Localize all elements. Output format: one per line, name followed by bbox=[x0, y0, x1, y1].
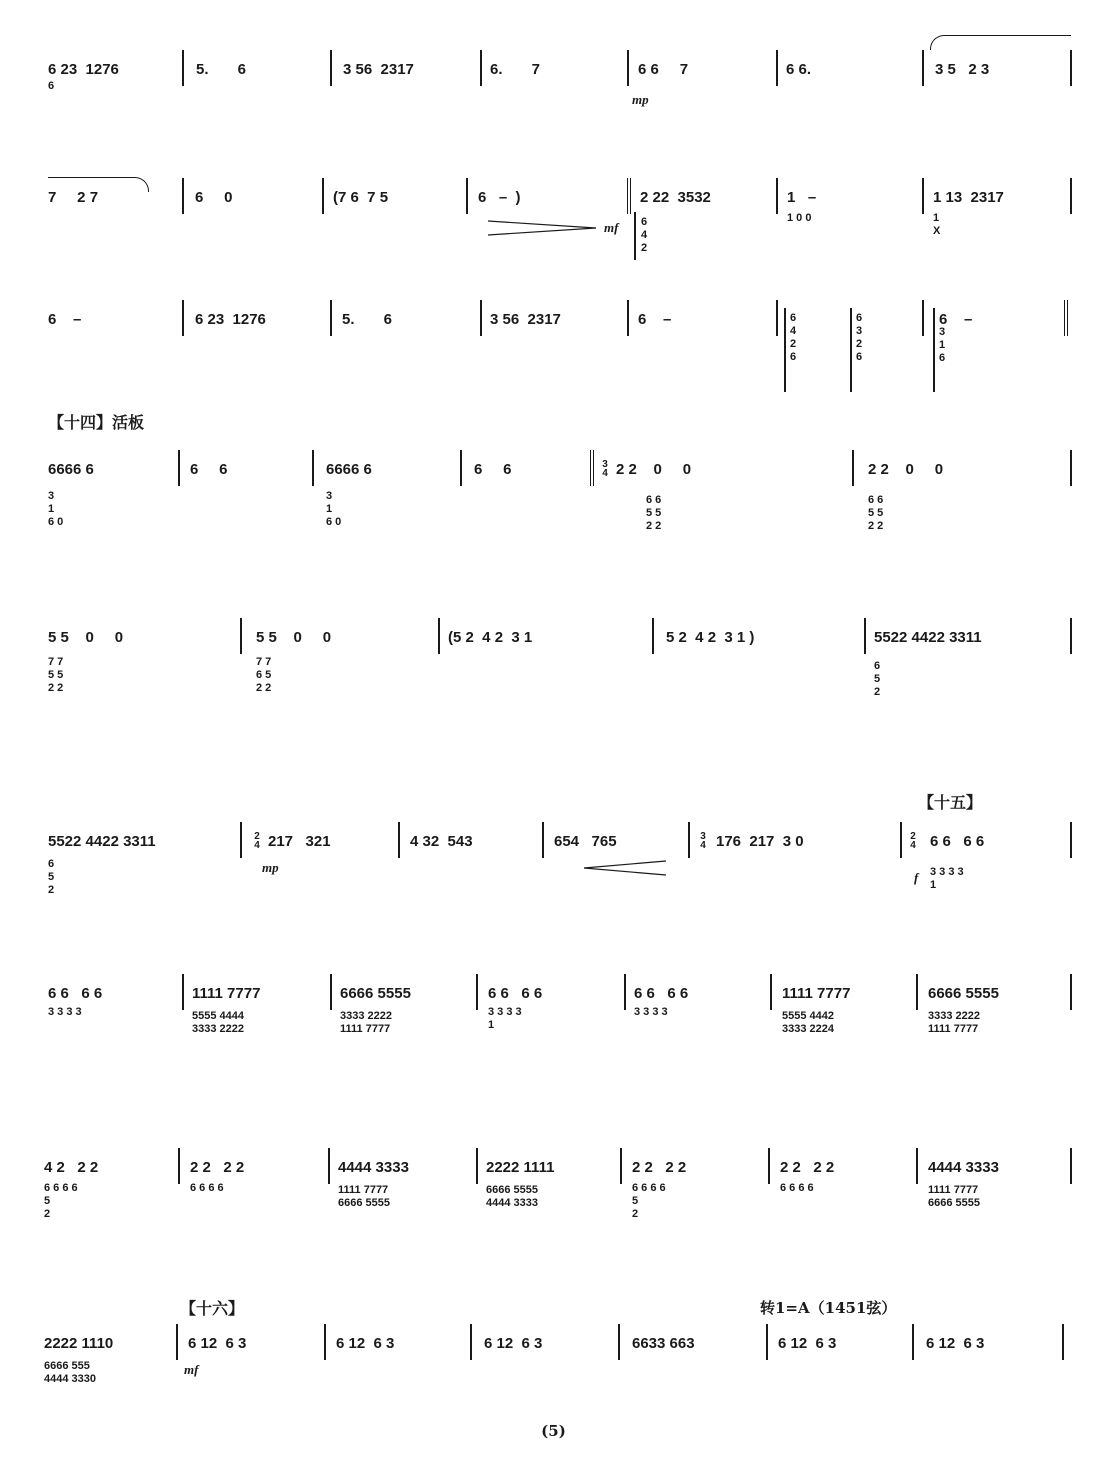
measure: 6666 6 bbox=[48, 461, 94, 478]
barline bbox=[864, 618, 866, 654]
chord-stack: 1 X bbox=[933, 212, 941, 237]
barline bbox=[476, 974, 478, 1010]
chord-stack: 5555 4444 3333 2222 bbox=[192, 1010, 244, 1035]
measure: 6 0 bbox=[195, 189, 233, 206]
barline bbox=[916, 1148, 918, 1184]
measure: 6666 6 bbox=[326, 461, 372, 478]
measure: 6 6. bbox=[786, 61, 812, 78]
barline bbox=[330, 50, 332, 86]
barline bbox=[624, 974, 626, 1010]
barline bbox=[176, 1324, 178, 1360]
chord-stack: 6 6 6 6 5 2 bbox=[632, 1182, 666, 1220]
crescendo-hairpin bbox=[584, 860, 668, 876]
barline bbox=[1070, 822, 1072, 858]
measure: 6 12 6 3 bbox=[926, 1335, 985, 1352]
measure: 5522 4422 3311 bbox=[48, 833, 156, 850]
barline bbox=[1070, 618, 1072, 654]
barline bbox=[766, 1324, 768, 1360]
measure: 6 6 6 6 bbox=[930, 833, 985, 850]
barline bbox=[312, 450, 314, 486]
chord-stack: 6 4 2 6 bbox=[790, 312, 797, 363]
measure: 2 2 2 2 bbox=[190, 1159, 245, 1176]
measure: 176 217 3 0 bbox=[716, 833, 804, 850]
chord-stack: 3333 2222 1111 7777 bbox=[928, 1010, 980, 1035]
measure: 6666 5555 bbox=[340, 985, 411, 1002]
measure: 1111 7777 bbox=[192, 985, 261, 1002]
measure: 2 2 0 0 bbox=[616, 461, 692, 478]
barline bbox=[182, 974, 184, 1010]
measure: 654 765 bbox=[554, 833, 617, 850]
dynamic-mp: mp bbox=[262, 860, 279, 875]
measure: 6. 7 bbox=[490, 61, 541, 78]
chord-stack: 6 6 5 5 2 2 bbox=[868, 494, 884, 532]
measure: 7 2 7 bbox=[48, 189, 99, 206]
barline bbox=[652, 618, 654, 654]
chord-stack: 7 7 6 5 2 2 bbox=[256, 656, 272, 694]
barline bbox=[1070, 974, 1072, 1010]
barline bbox=[922, 50, 924, 86]
barline bbox=[1062, 1324, 1064, 1360]
measure: 1 – bbox=[787, 189, 817, 206]
barline bbox=[398, 822, 400, 858]
tie-arc bbox=[48, 177, 149, 192]
dynamic-mf: mf bbox=[604, 220, 619, 235]
chord-stack: 3 1 6 0 bbox=[326, 490, 342, 528]
chord-bracket bbox=[933, 308, 935, 392]
dynamic-f: f bbox=[914, 870, 919, 885]
measure: 6 – bbox=[638, 311, 672, 328]
chord-stack: 1111 7777 6666 5555 bbox=[338, 1184, 390, 1209]
barline bbox=[627, 178, 628, 214]
barline bbox=[542, 822, 544, 858]
page-number: (5) bbox=[541, 1422, 566, 1440]
measure: 6 23 1276 bbox=[48, 61, 119, 78]
barline bbox=[922, 178, 924, 214]
measure: 6 6 6 6 bbox=[634, 985, 689, 1002]
measure: 4444 3333 bbox=[928, 1159, 999, 1176]
chord-stack: 5555 4442 3333 2224 bbox=[782, 1010, 834, 1035]
chord-stack: 6 5 2 bbox=[48, 858, 55, 896]
barline bbox=[178, 1148, 180, 1184]
measure: 5522 4422 3311 bbox=[874, 629, 982, 646]
barline bbox=[1070, 50, 1072, 86]
measure: 6 – bbox=[48, 311, 82, 328]
measure: (5 2 4 2 3 1 bbox=[448, 629, 533, 646]
barline bbox=[852, 450, 854, 486]
measure: 6 6 6 6 bbox=[488, 985, 543, 1002]
chord-stack: 7 7 5 5 2 2 bbox=[48, 656, 64, 694]
chord-stack: 6 6 6 6 bbox=[190, 1182, 224, 1194]
measure: 6 6 7 bbox=[638, 61, 689, 78]
chord-stack: 6 6 6 6 5 2 bbox=[44, 1182, 78, 1220]
barline bbox=[618, 1324, 620, 1360]
lower-voice: 1 0 0 bbox=[787, 212, 812, 224]
measure: 6 12 6 3 bbox=[188, 1335, 247, 1352]
barline bbox=[240, 822, 242, 858]
barline bbox=[470, 1324, 472, 1360]
chord-stack: 3 3 3 3 bbox=[634, 1006, 668, 1018]
final-barline bbox=[1064, 300, 1065, 336]
measure: 2 22 3532 bbox=[640, 189, 711, 206]
barline bbox=[480, 300, 482, 336]
section-label-16: 【十六】 bbox=[180, 1299, 245, 1318]
barline bbox=[900, 822, 902, 858]
barline bbox=[460, 450, 462, 486]
measure: 217 321 bbox=[268, 833, 331, 850]
measure: 5 5 0 0 bbox=[48, 629, 124, 646]
barline bbox=[328, 1148, 330, 1184]
time-signature: 3 4 bbox=[700, 831, 706, 851]
measure: 6 6 bbox=[474, 461, 512, 478]
barline bbox=[240, 618, 242, 654]
dynamic-mf: mf bbox=[184, 1362, 199, 1377]
chord-stack: 3 3 3 3 1 bbox=[930, 866, 964, 891]
measure: 3 5 2 3 bbox=[935, 61, 990, 78]
measure: 5 2 4 2 3 1 ) bbox=[666, 629, 755, 646]
measure: 5. 6 bbox=[342, 311, 393, 328]
measure: 2 2 2 2 bbox=[632, 1159, 687, 1176]
dynamic-mp: mp bbox=[632, 92, 649, 107]
barline bbox=[1070, 178, 1072, 214]
measure: 2222 1110 bbox=[44, 1335, 114, 1352]
measure: 1 13 2317 bbox=[933, 189, 1004, 206]
barline bbox=[330, 974, 332, 1010]
barline bbox=[627, 300, 629, 336]
barline bbox=[322, 178, 324, 214]
chord-stack: 3 1 6 0 bbox=[48, 490, 64, 528]
chord-stack: 6 bbox=[48, 80, 55, 92]
barline bbox=[438, 618, 440, 654]
barline bbox=[912, 1324, 914, 1360]
measure: 3 56 2317 bbox=[343, 61, 414, 78]
repeat-barline bbox=[590, 450, 591, 486]
barline bbox=[182, 300, 184, 336]
tie-arc bbox=[930, 35, 1071, 50]
chord-stack: 6 6 5 5 2 2 bbox=[646, 494, 662, 532]
chord-stack: 3 3 3 3 1 bbox=[488, 1006, 522, 1031]
chord-stack: 1111 7777 6666 5555 bbox=[928, 1184, 980, 1209]
time-signature: 2 4 bbox=[254, 831, 260, 851]
barline bbox=[916, 974, 918, 1010]
barline bbox=[182, 50, 184, 86]
barline bbox=[178, 450, 180, 486]
barline bbox=[476, 1148, 478, 1184]
decrescendo-hairpin bbox=[488, 220, 598, 236]
barline bbox=[627, 50, 629, 86]
barline bbox=[688, 822, 690, 858]
barline bbox=[620, 1148, 622, 1184]
measure: 5. 6 bbox=[196, 61, 247, 78]
measure: 6 6 bbox=[190, 461, 228, 478]
measure: 6 12 6 3 bbox=[484, 1335, 543, 1352]
chord-stack: 6 6 6 6 bbox=[780, 1182, 814, 1194]
chord-stack: 6 5 2 bbox=[874, 660, 881, 698]
measure: 6 12 6 3 bbox=[336, 1335, 395, 1352]
barline bbox=[466, 178, 468, 214]
chord-bracket bbox=[634, 212, 636, 260]
barline bbox=[182, 178, 184, 214]
barline bbox=[480, 50, 482, 86]
barline bbox=[330, 300, 332, 336]
barline bbox=[1070, 1148, 1072, 1184]
measure: 4 32 543 bbox=[410, 833, 473, 850]
chord-stack: 3 1 6 bbox=[939, 326, 946, 364]
chord-stack: 6 3 2 6 bbox=[856, 312, 863, 363]
barline bbox=[770, 974, 772, 1010]
barline bbox=[1070, 450, 1072, 486]
barline bbox=[776, 300, 778, 336]
chord-stack: 6666 555 4444 3330 bbox=[44, 1360, 96, 1385]
chord-stack: 3333 2222 1111 7777 bbox=[340, 1010, 392, 1035]
measure: 5 5 0 0 bbox=[256, 629, 332, 646]
measure: 2222 1111 bbox=[486, 1159, 555, 1176]
measure: 4444 3333 bbox=[338, 1159, 409, 1176]
measure: 2 2 2 2 bbox=[780, 1159, 835, 1176]
measure: 3 56 2317 bbox=[490, 311, 561, 328]
chord-bracket bbox=[784, 308, 786, 392]
barline bbox=[324, 1324, 326, 1360]
chord-stack: 3 3 3 3 bbox=[48, 1006, 82, 1018]
barline bbox=[776, 50, 778, 86]
barline bbox=[768, 1148, 770, 1184]
measure: 2 2 0 0 bbox=[868, 461, 944, 478]
measure: 4 2 2 2 bbox=[44, 1159, 99, 1176]
measure: 6 23 1276 bbox=[195, 311, 266, 328]
section-label-15: 【十五】 bbox=[918, 793, 983, 812]
measure: 6 – ) bbox=[478, 189, 521, 206]
measure: 6666 5555 bbox=[928, 985, 999, 1002]
section-label-14: 【十四】活板 bbox=[48, 413, 145, 432]
chord-bracket bbox=[850, 308, 852, 392]
chord-stack: 6 4 2 bbox=[641, 216, 648, 254]
barline bbox=[776, 178, 778, 214]
measure: 6 12 6 3 bbox=[778, 1335, 837, 1352]
measure: 6 6 6 6 bbox=[48, 985, 103, 1002]
time-signature: 2 4 bbox=[910, 831, 916, 851]
time-signature: 3 4 bbox=[602, 459, 608, 479]
chord-stack: 6666 5555 4444 3333 bbox=[486, 1184, 538, 1209]
measure: 6 – bbox=[939, 311, 973, 328]
measure: (7 6 7 5 bbox=[333, 189, 389, 206]
barline bbox=[922, 300, 924, 336]
key-change: 转1=A（1451弦） bbox=[760, 1299, 897, 1317]
measure: 1111 7777 bbox=[782, 985, 851, 1002]
measure: 6633 663 bbox=[632, 1335, 695, 1352]
